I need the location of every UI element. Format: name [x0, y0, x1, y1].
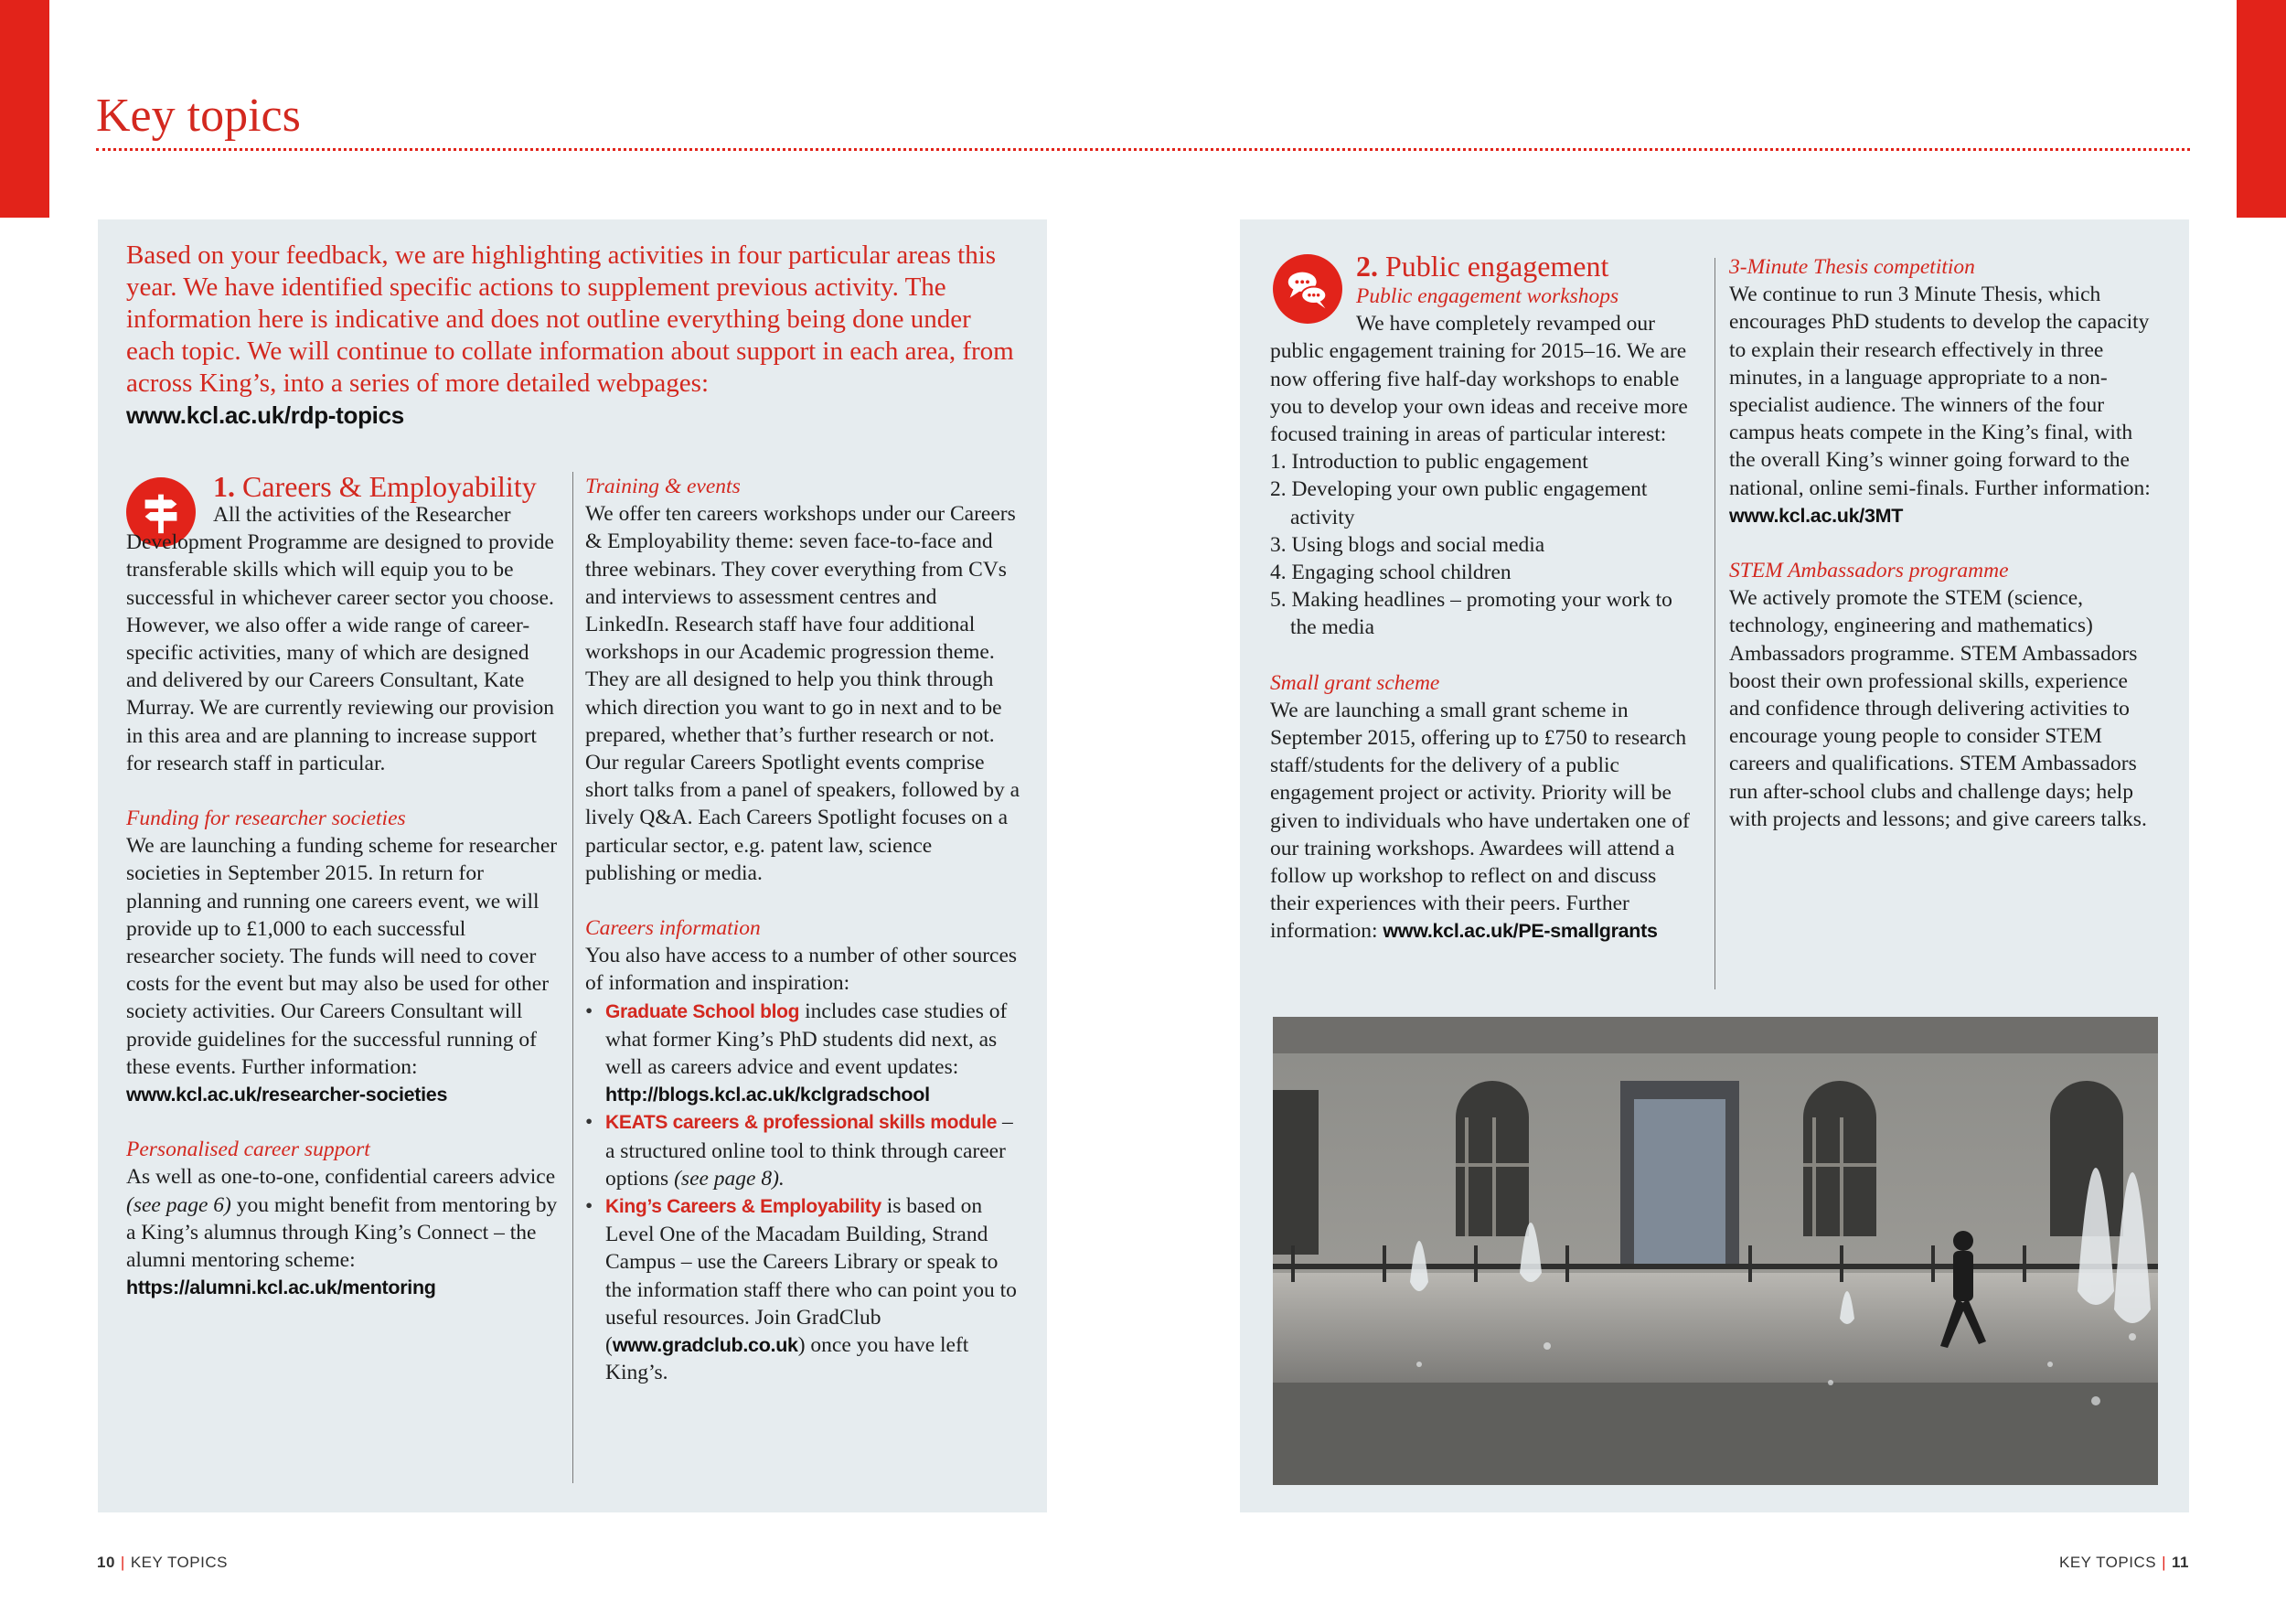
left-red-tab	[0, 0, 49, 218]
funding-paragraph	[126, 832, 558, 1108]
info-body: You also have access to a number of other sources of information and inspiration:	[585, 944, 1018, 996]
public-heading	[1270, 250, 1700, 283]
careers-heading	[126, 470, 558, 503]
list-item: 3. Using blogs and social media	[1270, 532, 1545, 557]
training-heading: Training & events	[585, 475, 741, 498]
footer-left: 10 | KEY TOPICS	[97, 1554, 228, 1571]
list-item: 4. Engaging school children	[1270, 561, 1512, 585]
gradclub-url[interactable]: www.gradclub.co.uk	[612, 1334, 798, 1357]
public-column-2	[1729, 253, 2163, 833]
thesis-paragraph	[1729, 281, 2163, 529]
fountain-photo	[1273, 1017, 2158, 1485]
training-body: We offer ten careers workshops under our Careers & Employability theme: seven face-to-face and three webinars. They cover everything from CVs and interviews to assessment centres and LinkedIn. Research staff have four additional workshops in our Academic progression theme. They are all designed to help you think through which direction you want to go in next and to be prepared, whether that’s further research or not. Our regular Careers Spotlight events comprise short talks from a panel of speakers, followed by a lively Q&A. Each Careers Spotlight focuses on a particular sector, e.g. patent law, science publishing or media.	[585, 502, 1020, 885]
right-red-tab	[2237, 0, 2286, 218]
list-item	[585, 998, 1020, 1109]
personal-page-ref: (see page 6)	[126, 1192, 231, 1217]
personal-paragraph	[126, 1163, 558, 1301]
thesis-body: We continue to run 3 Minute Thesis, which encourages PhD students to develop the capacity to explain their research effectively in three minutes, in a language appropriate to a non-specialist audience. The winners of the four campus heats compete in the King’s final, with the overall King’s winner going forward to the national, online semi-finals. Further information:	[1729, 283, 2151, 500]
careers-column-2	[585, 473, 1020, 1387]
public-body: We have completely revamped our public engagement training for 2015–16. We are now offering five half-day workshops to enable you to develop your own ideas and receive more focused training in areas of particular interest:	[1270, 312, 1688, 447]
bullet2-text: – a structured online tool to think through career options	[605, 1110, 1013, 1191]
intro-block	[126, 240, 1022, 432]
page-number-left: 10	[97, 1554, 115, 1571]
public-column-1	[1270, 250, 1700, 946]
column-divider-right	[1714, 258, 1715, 989]
funding-body: We are launching a funding scheme for researcher societies in September 2015. In return for planning and running one careers event, we will provide up to £1,000 to each successful researcher society. The funds will need to cover costs for the event but may also be used for other society activities. Our Careers Consultant will provide guidelines for the successful running of these events. Further information:	[126, 834, 558, 1079]
stem-heading: STEM Ambassadors programme	[1729, 559, 2009, 583]
workshops-heading: Public engagement workshops	[1356, 284, 1619, 308]
title-dotted-rule	[96, 148, 2190, 151]
footer-left-label: KEY TOPICS	[130, 1554, 228, 1571]
grant-heading: Small grant scheme	[1270, 670, 1440, 695]
thesis-url[interactable]: www.kcl.ac.uk/3MT	[1729, 504, 1904, 527]
intro-text: Based on your feedback, we are highlighting activities in four particular areas this year. We have identified specific actions to supplement previous activity. The information here is indicative and does not outline everything being done under each topic. We will continue to collate information about support in each area, from across King’s, into a series of more detailed webpages:	[126, 240, 1014, 398]
personal-text-a: As well as one-to-one, confidential careers advice	[126, 1165, 556, 1190]
footer-right: KEY TOPICS | 11	[2058, 1554, 2189, 1571]
funding-heading: Funding for researcher societies	[126, 807, 406, 831]
bullet2-page-ref: (see page 8).	[674, 1166, 785, 1191]
kings-careers-link[interactable]: King’s Careers & Employability	[605, 1196, 881, 1218]
grant-body: We are launching a small grant scheme in September 2015, offering up to £750 to research staff/students for the delivery of a public engagement project or activity. Priority will be given to individuals who have undertaken one of our training workshops. Awardees will attend a follow up workshop to reflect on and discuss their experiences with their peers. Further information:	[1270, 698, 1690, 944]
workshop-list	[1270, 448, 1700, 641]
public-title: Public engagement	[1385, 250, 1609, 283]
careers-body: All the activities of the Researcher Development Programme are designed to provide transferable skills which will equip you to be successful in whichever career sector you choose. However, we also offer a wide range of career-specific activities, many of which are designed and delivered by our Careers Consultant, Kate Murray. We are currently reviewing our provision in this area and are planning to increase support for research staff in particular.	[126, 503, 554, 775]
footer-right-label: KEY TOPICS	[2058, 1554, 2157, 1571]
list-item: 1. Introduction to public engagement	[1270, 450, 1588, 475]
page-title: Key topics	[96, 90, 301, 142]
grant-url[interactable]: www.kcl.ac.uk/PE-smallgrants	[1383, 920, 1658, 943]
info-list	[585, 998, 1020, 1387]
personal-text-b: you might benefit from mentoring by a King’s alumnus through King’s Connect – the alumni mentoring scheme:	[126, 1192, 558, 1273]
graduate-blog-link[interactable]: Graduate School blog	[605, 1000, 800, 1022]
bullet3-text: is based on Level One of the Macadam Building, Strand Campus – use the Careers Library or speak to the information staff there who can point you to useful resources. Join GradClub (	[605, 1194, 1017, 1358]
list-item: 2. Developing your own public engagement activity	[1270, 477, 1648, 529]
careers-title: Careers & Employability	[242, 470, 537, 503]
thesis-heading: 3-Minute Thesis competition	[1729, 255, 1975, 279]
bullet1-text: includes case studies of what former King’s PhD students did next, as well as careers advice and event updates:	[605, 999, 1008, 1080]
list-item: 5. Making headlines – promoting your work to the media	[1270, 588, 1672, 640]
intro-url[interactable]: www.kcl.ac.uk/rdp-topics	[126, 401, 404, 429]
keats-module-link[interactable]: KEATS careers & professional skills module	[605, 1112, 998, 1134]
list-item	[585, 1108, 1020, 1192]
public-number: 2.	[1356, 250, 1378, 283]
grant-paragraph	[1270, 697, 1700, 946]
careers-column-1	[126, 470, 558, 1301]
funding-url[interactable]: www.kcl.ac.uk/researcher-societies	[126, 1084, 448, 1106]
personal-url[interactable]: https://alumni.kcl.ac.uk/mentoring	[126, 1277, 436, 1299]
stem-body: We actively promote the STEM (science, technology, engineering and mathematics) Ambassadors programme. STEM Ambassadors boost their own professional skills, experience and confidence through delivering activities to encourage young people to consider STEM careers and qualifications. STEM Ambassadors run after-school clubs and challenge days; help with projects and lessons; and give careers talks.	[1729, 586, 2147, 831]
column-divider	[572, 472, 573, 1483]
bullet3-end: ) once you have left King’s.	[605, 1333, 969, 1385]
blog-url[interactable]: http://blogs.kcl.ac.uk/kclgradschool	[605, 1084, 930, 1106]
careers-number: 1.	[213, 470, 235, 503]
info-heading: Careers information	[585, 916, 761, 941]
list-item	[585, 1192, 1020, 1386]
page-number-right: 11	[2172, 1554, 2189, 1571]
personal-heading: Personalised career support	[126, 1138, 370, 1162]
